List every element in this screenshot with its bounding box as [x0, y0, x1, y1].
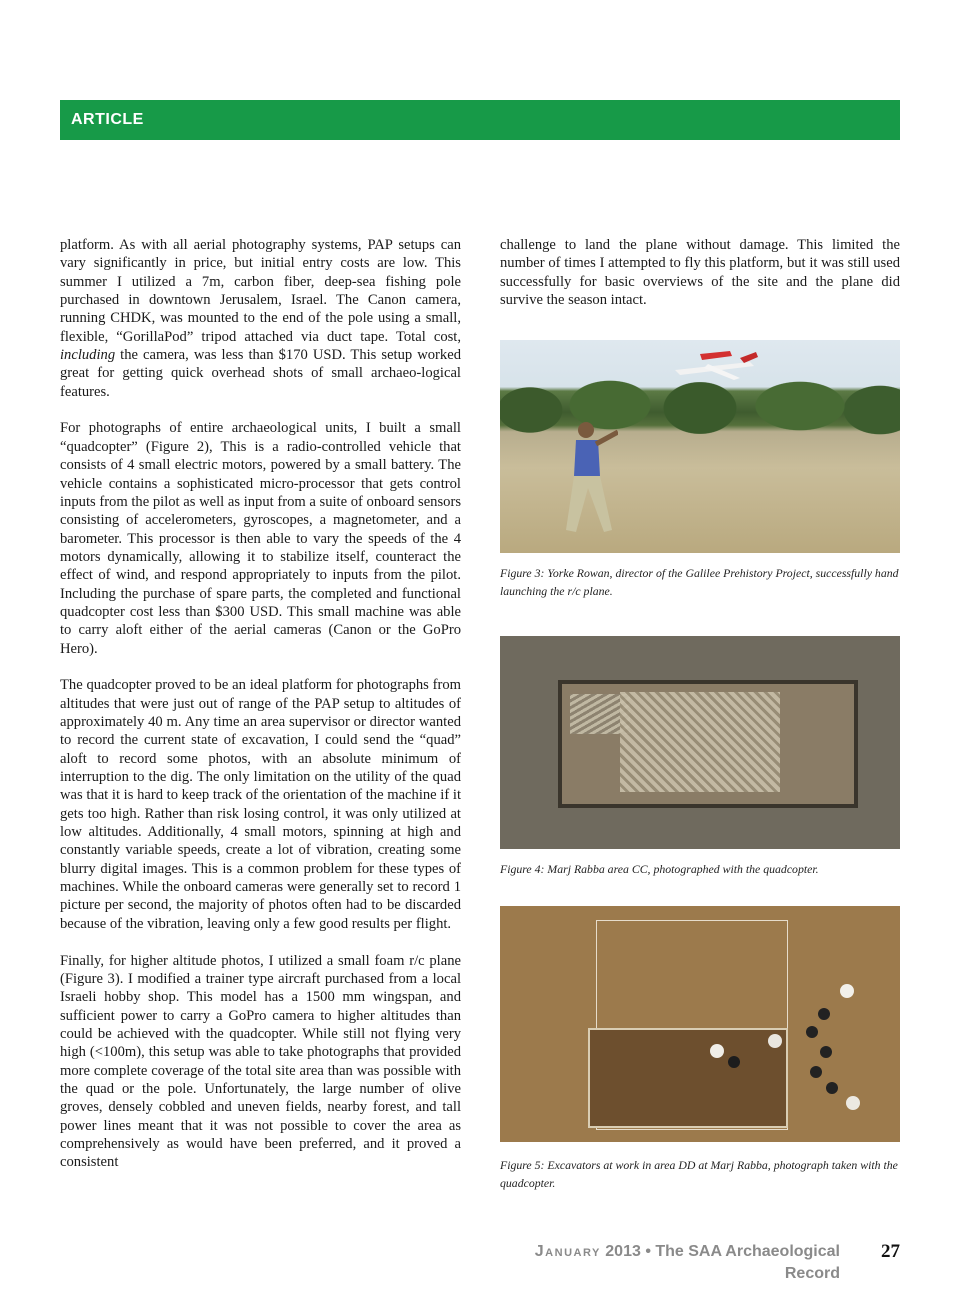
figure-3-photo	[500, 340, 900, 553]
bucket-icon	[818, 1008, 830, 1020]
body-paragraph	[60, 236, 461, 401]
emphasis-text: including	[60, 347, 116, 364]
figure-4-photo	[500, 636, 900, 849]
rc-plane-icon	[670, 348, 760, 388]
stone-pavement	[620, 692, 780, 792]
excavator-figure	[840, 984, 854, 998]
excavator-figure	[710, 1044, 724, 1058]
figure-3-caption: Figure 3: Yorke Rowan, director of the Galilee Prehistory Project, successfully hand launching the r/c plane.	[500, 566, 899, 598]
figure-5-photo	[500, 906, 900, 1142]
section-label: ARTICLE	[71, 111, 144, 128]
paragraph-text: platform. As with all aerial photography systems, PAP setups can vary significantly in price, but initial entry costs are low. This summer I utilized a 7m, carbon fiber, deep-sea fishing pole purchased in downtown Jerusalem, Israel. The Canon camera, running CHDK, was mounted to the end of the pole using a small, flexible, “GorillaPod” tripod attached via duct tape. Total cost,	[60, 237, 461, 345]
footer-month: January	[534, 1243, 601, 1260]
person-launching-icon	[558, 418, 618, 538]
bucket-icon	[826, 1082, 838, 1094]
paragraph-text: challenge to land the plane without damage. This limited the number of times I attempted to fly this platform, but it was still used successfully for basic overviews of the site and the plane did survive the season intact.	[500, 237, 900, 309]
footer-journal: 2013 • The SAA Archaeological Record	[600, 1243, 840, 1282]
bucket-icon	[806, 1026, 818, 1038]
excavation-area	[588, 1028, 788, 1128]
running-footer	[520, 1241, 840, 1285]
right-text-column	[500, 236, 900, 309]
excavator-figure	[728, 1056, 740, 1068]
bucket-icon	[820, 1046, 832, 1058]
body-paragraph	[500, 236, 900, 309]
paragraph-text: For photographs of entire archaeological units, I built a small “quadcopter” (Figure 2), This is a radio-controlled vehicle that consists of 4 small electric motors, powered by a small battery. The vehicle contains a sophisticated micro-processor that gets control inputs from the pilot as well as input from a suite of onboard sensors consisting of accelerometers, gyroscopes, a magnetometer, and a barometer. This processor is then able to vary the speeds of the 4 motors dynamically, allowing it to stabilize itself, counteract the effect of wind, and respond appropriately to inputs from the pilot. Including the purchase of spare parts, the completed and functional quadcopter cost less than $300 USD. This small machine was able to carry aloft either of the aerial cameras (Canon or the GoPro Hero).	[60, 420, 461, 657]
page-number: 27	[881, 1241, 900, 1262]
paragraph-text: The quadcopter proved to be an ideal platform for photographs from altitudes that were just out of range of the PAP setup to altitudes of approximately 40 m. Any time an area supervisor or director wanted to record the current state of excavation, I could send the “quad” aloft to record some photos, with an absolute minimum of interruption to the dig. The only limitation on the utility of the quad was that it is hard to keep track of the orientation of the machine if it gets too high. Rather than risk losing control, it was only utilized at low altitudes. Additionally, 4 small motors, spinning at high and constantly variable speeds, create a lot of vibration, creating some blurry digital images. This is a common problem for these types of machines. While the onboard cameras were generally set to record 1 picture per second, the majority of photos often had to be discarded because of the vibration, leaving only a few good results per flight.	[60, 677, 461, 932]
body-paragraph	[60, 676, 461, 933]
paragraph-text: the camera, was less than $170 USD. This setup worked great for getting quick overhead shots of small archaeo-logical features.	[60, 347, 461, 400]
body-paragraph	[60, 419, 461, 657]
section-banner	[60, 100, 900, 140]
left-text-column	[60, 236, 461, 1172]
body-paragraph	[60, 952, 461, 1172]
paragraph-text: Finally, for higher altitude photos, I utilized a small foam r/c plane (Figure 3). I modified a trainer type aircraft purchased from a local Israeli hobby shop. This model has a 1500 mm wingspan, and sufficient power to carry a GoPro camera to higher altitudes than could be achieved with the quadcopter. While still not flying very high (<100m), this setup was able to take photographs that provided more complete coverage of the total site area than was possible with the quad or the pole. Unfortunately, the large number of olive groves, densely cobbled and uneven fields, nearby forest, and tall power lines meant that it was not possible to cover the area as comprehensively as would have been preferred, and it proved a consistent	[60, 952, 461, 1171]
figure-5-caption: Figure 5: Excavators at work in area DD at Marj Rabba, photograph taken with the quadcopter.	[500, 1158, 898, 1190]
excavator-figure	[768, 1034, 782, 1048]
excavator-figure	[846, 1096, 860, 1110]
bucket-icon	[810, 1066, 822, 1078]
figure-4-caption: Figure 4: Marj Rabba area CC, photographed with the quadcopter.	[500, 862, 819, 876]
